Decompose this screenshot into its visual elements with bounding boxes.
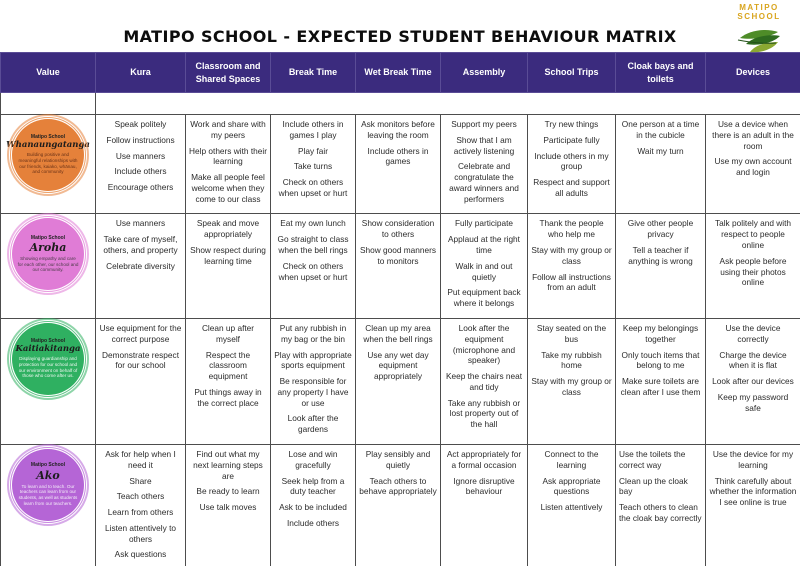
matrix-cell [356,115,441,214]
column-header-value: Value [1,53,96,93]
behaviour-item: Keep my password safe [717,391,789,413]
badge-school-label: Matipo School [30,133,66,140]
behaviour-item: Fully participate [454,218,514,229]
behaviour-item: Keep the chairs neat and tidy [445,371,523,392]
column-header-devices: Devices [706,53,800,93]
behaviour-item: Stay with my group or class [531,376,612,397]
behaviour-item: Connect to the learning [544,448,599,470]
behaviour-item: Put things away in the correct place [194,386,262,408]
behaviour-item: Use any wet day equipment appropriately [367,349,429,382]
behaviour-item: Think carefully about whether the information I see online is true [709,475,797,508]
behaviour-item: Look after the equipment (microphone and speaker) [452,322,516,366]
behaviour-item: Show that I am actively listening [453,134,515,156]
matrix-cell [706,444,800,566]
logo-text-line2: SCHOOL [737,12,781,22]
behaviour-item: Put equipment back where it belongs [447,287,521,309]
behaviour-item: Follow instructions [106,134,175,145]
table-row [1,214,800,318]
behaviour-item: Celebrate diversity [106,260,175,271]
leaf-icon [736,22,782,56]
behaviour-item: Put any rubbish in my bag or the bin [279,322,347,344]
behaviour-item: Share [129,475,152,486]
behaviour-item: Listen attentively [540,502,603,513]
behaviour-item: Use talk moves [199,502,257,513]
badge-value-name: Kaitiakitanga [15,344,81,355]
matrix-cell [186,214,271,318]
value-badge-aroha [12,218,84,290]
behaviour-item: Include others in games [367,145,429,167]
badge-school-label: Matipo School [30,462,66,469]
value-badge-ako [12,449,84,521]
behaviour-item: Eat my own lunch [280,218,346,229]
matrix-cell [96,444,186,566]
value-badge-kaitiakitanga [12,323,84,395]
matrix-cell [441,115,528,214]
badge-value-description: Displaying guardianship and protection for our school and our environment on behalf of those who come after us. [18,356,78,379]
behaviour-item: Look after the gardens [287,413,339,435]
behaviour-item: Speak and move appropriately [196,218,260,240]
behaviour-item: Play fair [298,145,328,156]
behaviour-item: Teach others to clean the cloak bay correctly [619,502,702,523]
badge-value-name: Ako [36,468,60,482]
behaviour-item: Check on others when upset or hurt [278,260,348,282]
behaviour-item: Learn from others [107,507,174,518]
behaviour-item: Ask to be included [279,502,347,513]
behaviour-item: Seek help from a duty teacher [281,475,345,497]
badge-value-name: Whanaungatanga [6,140,90,151]
behaviour-item: Play with appropriate sports equipment [274,349,352,371]
behaviour-item: Walk in and out quietly [455,260,513,282]
matrix-cell [271,444,356,566]
behaviour-item: Include others [114,166,167,177]
behaviour-item: Include others [286,517,340,528]
table-row [1,444,800,566]
behaviour-item: Use manners [115,218,166,229]
matrix-cell [528,444,616,566]
badge-value-name: Aroha [29,241,67,255]
matrix-cell [616,115,706,214]
matrix-cell [186,444,271,566]
behaviour-item: Respect the classroom equipment [205,349,251,382]
matrix-cell [616,214,706,318]
behaviour-item: Celebrate and congratulate the award winners and performers [449,161,519,204]
column-header-school-trips: School Trips [528,53,616,93]
behaviour-item: Work and share with my peers [190,119,266,140]
table-row [1,318,800,444]
matrix-cell [96,214,186,318]
behaviour-item: Talk politely and with respect to people online [714,218,792,251]
behaviour-item: Follow all instructions from an adult [532,271,611,293]
behaviour-item: Applaud at the right time [448,234,520,256]
behaviour-item: Show respect during learning time [190,245,266,266]
matrix-cell [528,214,616,318]
matrix-cell [356,318,441,444]
behaviour-item: Show consideration to others [361,218,435,240]
behaviour-item: Take any rubbish or lost property out of the hall [447,397,521,430]
matrix-cell [186,115,271,214]
column-header-wet-break-time: Wet Break Time [356,53,441,93]
matrix-cell [706,318,800,444]
value-cell [1,115,96,214]
matrix-cell [271,318,356,444]
behaviour-item: Give other people privacy [627,218,694,240]
matrix-cell [441,318,528,444]
matrix-cell [616,444,706,566]
behaviour-item: Try new things [544,119,599,129]
matrix-cell [528,115,616,214]
behaviour-item: Ask questions [114,549,167,560]
value-cell [1,214,96,318]
behaviour-matrix-table [0,52,800,566]
behaviour-item: Keep my belongings together [622,322,699,344]
behaviour-item: Use the device correctly [725,322,781,344]
behaviour-item: Participate fully [543,134,600,145]
behaviour-item: Stay with my group or class [531,245,612,266]
behaviour-item: Listen attentively to others [104,522,177,544]
behaviour-item: Show good manners to monitors [359,245,437,266]
behaviour-item: Demonstrate respect for our school [101,349,179,371]
badge-value-description: Building positive and meaningful relationships with our friends, kaiako, whānau, and community [18,152,78,175]
behaviour-item: Teach others to behave appropriately [359,475,437,497]
matrix-cell [271,214,356,318]
behaviour-item: Take turns [293,161,333,172]
badge-school-label: Matipo School [30,337,66,344]
behaviour-item: Clean up after myself [201,322,255,344]
column-header-break-time: Break Time [271,53,356,93]
behaviour-item: Ask appropriate questions [542,475,601,497]
behaviour-item: Make all people feel welcome when they come to our class [191,172,265,204]
behaviour-item: Be ready to learn [196,486,260,497]
behaviour-item: Use equipment for the correct purpose [99,322,182,344]
matrix-cell [441,444,528,566]
behaviour-item: Look after our devices [712,376,794,387]
behaviour-item: Thank the people who help me [539,218,604,240]
behaviour-item: Support my peers [451,119,517,129]
behaviour-item: Stay seated on the bus [536,322,607,344]
matipo-logo [730,3,788,56]
value-cell [1,318,96,444]
behaviour-item: Make sure toilets are clean after I use them [620,376,701,397]
behaviour-item: Go straight to class when the bell rings [277,234,349,256]
behaviour-item: Lose and win gracefully [288,448,338,470]
behaviour-item: Use manners [115,150,166,161]
column-header-classroom-and-shared-spaces: Classroom and Shared Spaces [186,53,271,93]
behaviour-item: Clean up my area when the bell rings [363,322,433,344]
banner-spacer-cell [1,93,96,115]
behaviour-item: Respect and support all adults [533,177,610,198]
behaviour-item: Tell a teacher if anything is wrong [628,245,693,266]
column-header-cloak-bays-and-toilets: Cloak bays and toilets [616,53,706,93]
behaviour-item: Play sensibly and quietly [365,448,431,470]
behaviour-item: Charge the device when it is flat [719,349,787,371]
behaviour-item: Be responsible for any property I have or use [277,376,349,408]
behaviour-item: Take my rubbish home [541,349,602,371]
behaviour-item: Speak politely [114,119,167,129]
badge-value-description: To learn and to teach. Our teachers can learn from our students, as well as students learn from our teachers. [18,483,78,506]
behaviour-item: Include others in games I play [282,119,344,140]
matrix-cell [96,318,186,444]
matrix-cell [706,214,800,318]
behaviour-item: Help others with their learning [189,145,267,167]
value-badge-whanaungatanga [6,119,90,191]
behaviour-item: Ask for help when I need it [105,448,176,470]
matrix-cell [441,214,528,318]
column-header-kura: Kura [96,53,186,93]
behaviour-item: Use my own account and login [714,156,792,178]
behaviour-item: Use the toilets the correct way [619,448,686,470]
matrix-cell [706,115,800,214]
column-header-row [1,53,800,93]
table-row [1,115,800,214]
behaviour-item: Ask people before using their photos online [719,255,787,288]
banner-row [1,93,800,115]
logo-text-line1: MATIPO [739,3,779,12]
behaviour-item: Include others in my group [534,150,609,172]
banner-cell: At Matipo School, I can... [96,93,800,115]
behaviour-item: Teach others [116,491,165,502]
behaviour-item: Use a device when there is an adult in the room [712,119,794,151]
behaviour-item: Check on others when upset or hurt [278,177,348,198]
matrix-cell [528,318,616,444]
behaviour-item: Clean up the cloak bay [619,475,688,497]
value-cell [1,444,96,566]
behaviour-item: Ask monitors before leaving the room [361,119,435,140]
badge-value-description: Showing empathy and care for each other, our school and our community. [17,255,79,273]
badge-school-label: Matipo School [30,234,66,241]
behaviour-item: Encourage others [107,182,174,193]
matrix-cell [96,115,186,214]
behaviour-item: Take care of myself, others, and property [103,234,178,256]
masthead [0,0,800,52]
behaviour-item: Wait my turn [637,145,684,156]
matrix-body [1,93,800,566]
matrix-cell [271,115,356,214]
behaviour-item: Only touch items that belong to me [621,349,700,371]
behaviour-item: Find out what my next learning steps are [193,448,263,481]
matrix-cell [616,318,706,444]
column-header-assembly: Assembly [441,53,528,93]
page-title: MATIPO SCHOOL - EXPECTED STUDENT BEHAVIOUR MATRIX [123,27,677,46]
behaviour-item: Act appropriately for a formal occasion [446,448,522,470]
matrix-cell [356,444,441,566]
matrix-cell [186,318,271,444]
matrix-cell [356,214,441,318]
behaviour-item: One person at a time in the cubicle [621,119,700,140]
behaviour-item: Use the device for my learning [712,448,794,470]
behaviour-item: Ignore disruptive behaviour [453,475,515,497]
